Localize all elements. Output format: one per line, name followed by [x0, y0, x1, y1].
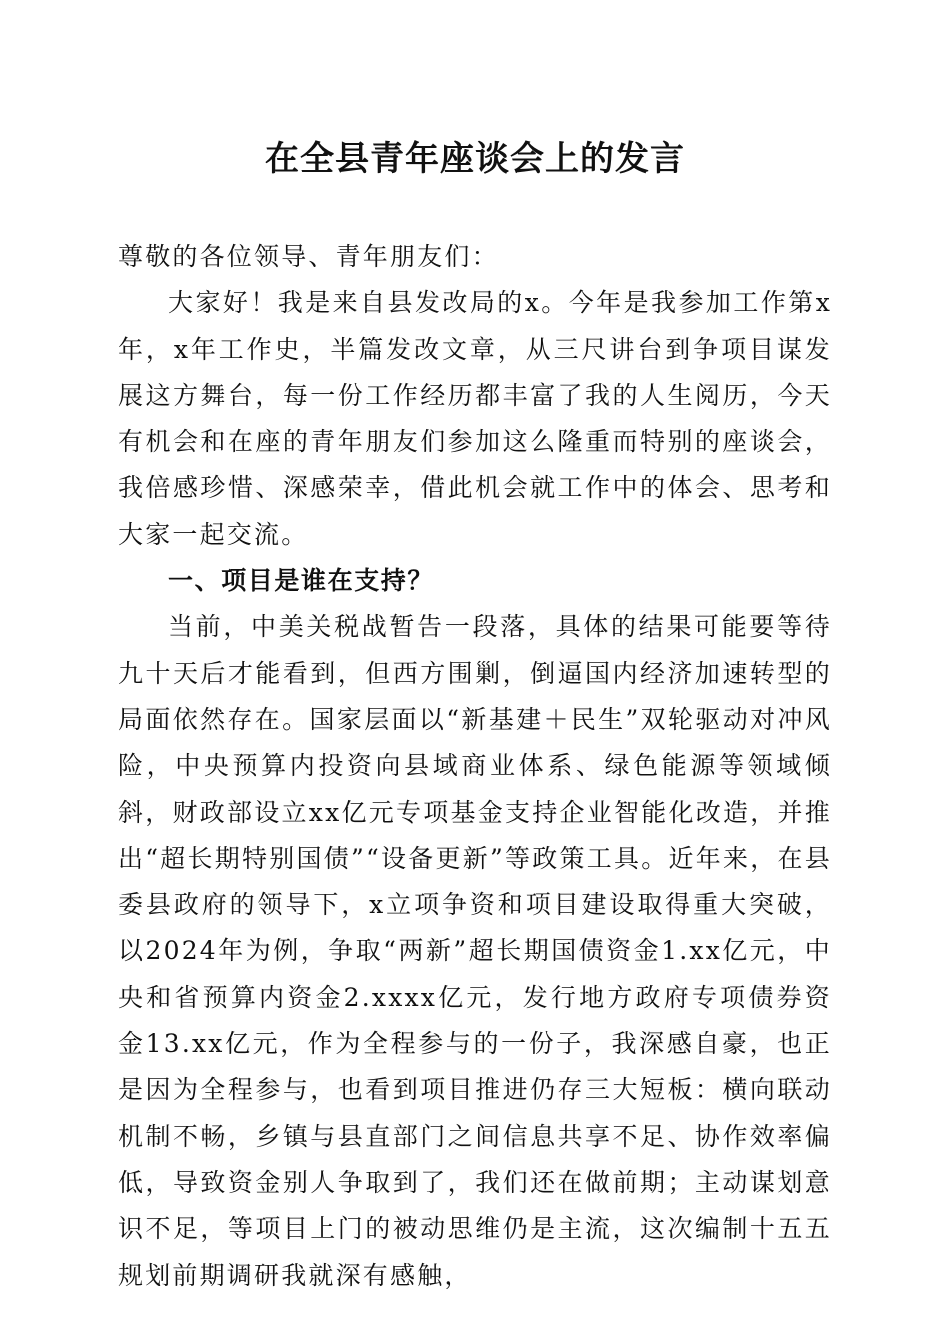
paragraph-section-1: 当前，中美关税战暂告一段落，具体的结果可能要等待九十天后才能看到，但西方围剿，倒逼国内经济加速转型的局面依然存在。国家层面以“新基建＋民生”双轮驱动对冲风险，中央预算内投资向县域商业体系、绿色能源等领域倾斜，财政部设立xx亿元专项基金支持企业智能化改造，并推出“超长期特别国债”“设备更新”等政策工具。近年来，在县委县政府的领导下，x立项争资和项目建设取得重大突破，以2024年为例，争取“两新”超长期国债资金1.xx亿元，中央和省预算内资金2.xxxx亿元，发行地方政府专项债券资金13.xx亿元，作为全程参与的一份子，我深感自豪，也正是因为全程参与，也看到项目推进仍存三大短板：横向联动机制不畅，乡镇与县直部门之间信息共享不足、协作效率偏低，导致资金别人争取到了，我们还在做前期；主动谋划意识不足，等项目上门的被动思维仍是主流，这次编制十五五规划前期调研我就深有感触，	[118, 612, 832, 1290]
document-body	[118, 234, 832, 1299]
paragraph-intro: 大家好！我是来自县发改局的x。今年是我参加工作第x年，x年工作史，半篇发改文章，从三尺讲台到争项目谋发展这方舞台，每一份工作经历都丰富了我的人生阅历，今天有机会和在座的青年朋友们参加这么隆重而特别的座谈会，我倍感珍惜、深感荣幸，借此机会就工作中的体会、思考和大家一起交流。	[118, 288, 832, 549]
document-title: 在全县青年座谈会上的发言	[265, 139, 685, 179]
salutation: 尊敬的各位领导、青年朋友们：	[118, 242, 499, 271]
section-heading: 一、项目是谁在支持？	[168, 566, 435, 596]
